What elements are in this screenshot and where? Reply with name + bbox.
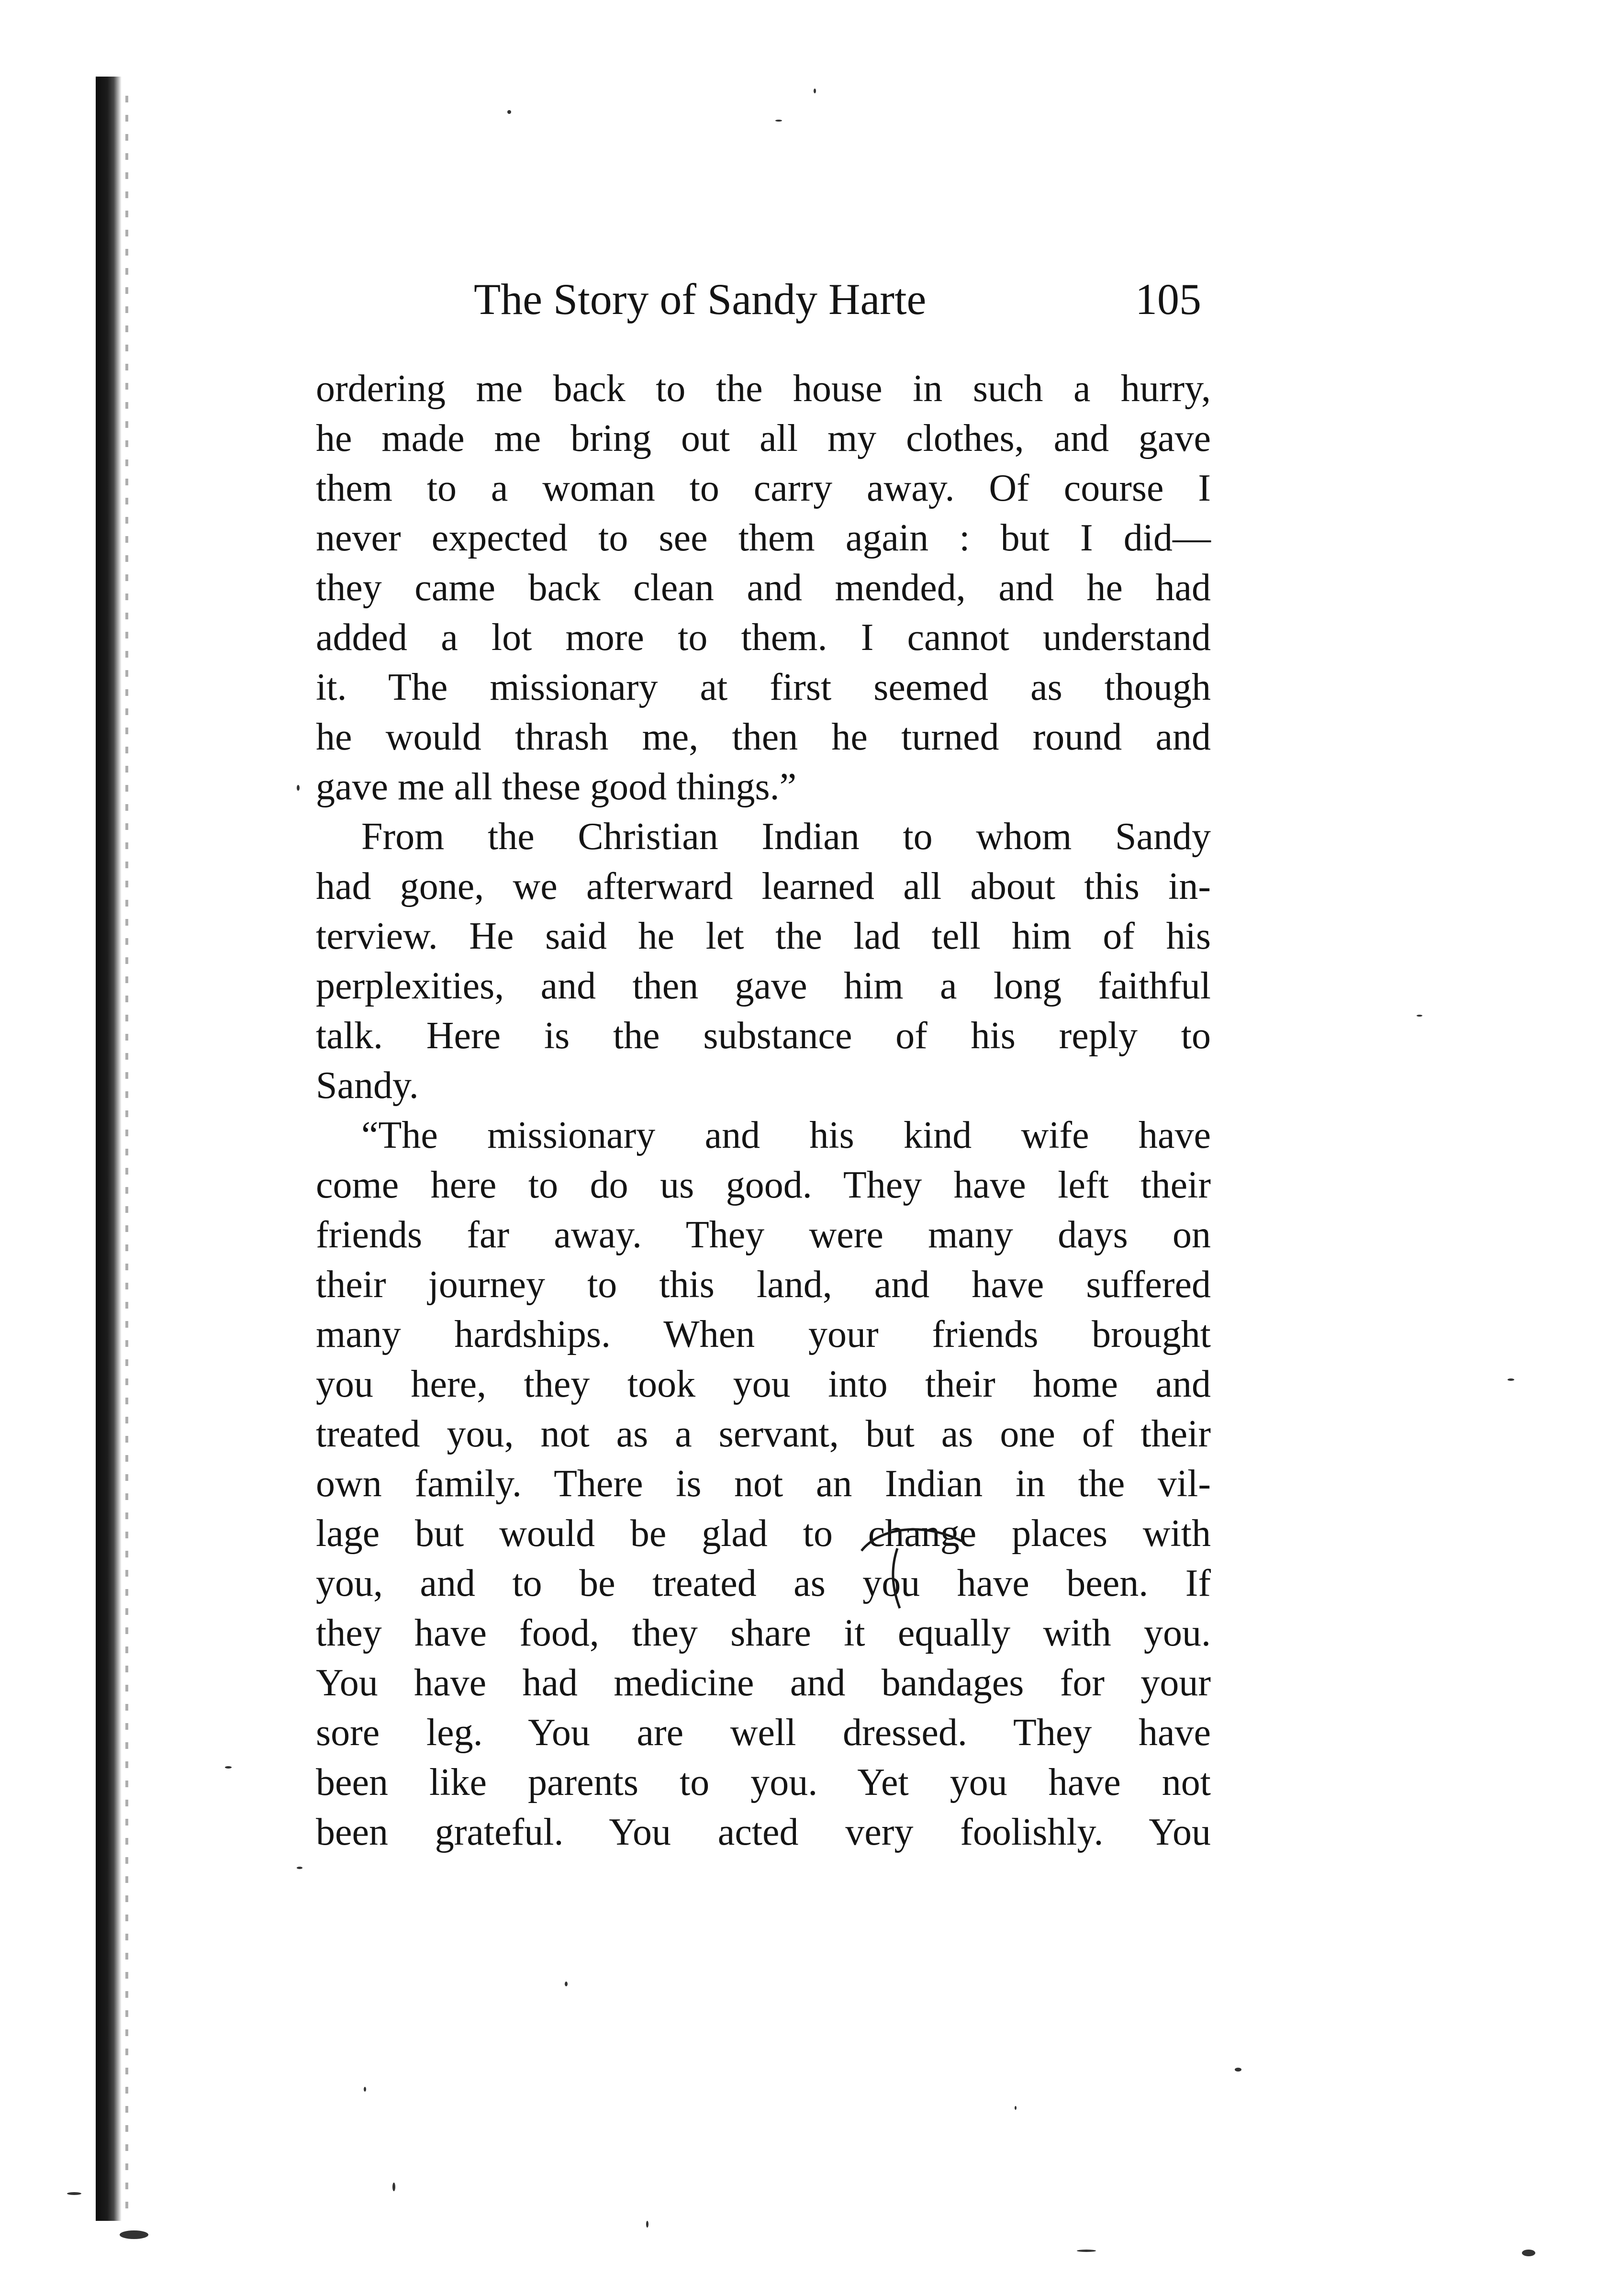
text-line: been grateful. You acted very foolishly. You — [316, 1811, 1211, 1853]
dust-speck — [1522, 2250, 1535, 2256]
text-line: been like parents to you. Yet you have not — [316, 1761, 1211, 1803]
dust-speck — [1417, 1015, 1422, 1017]
text-line: many hardships. When your friends brought — [316, 1313, 1211, 1355]
dust-speck — [364, 2087, 366, 2092]
page-header — [474, 268, 1201, 330]
dust-speck — [775, 120, 782, 122]
dust-speck — [67, 2192, 81, 2195]
text-line: never expected to see them again : but I did— — [316, 517, 1211, 559]
dust-speck — [225, 1766, 232, 1769]
dust-speck — [646, 2221, 648, 2228]
dust-speck — [1508, 1378, 1514, 1381]
dust-speck — [1235, 2068, 1241, 2072]
text-line: treated you, not as a servant, but as one of their — [316, 1413, 1211, 1455]
binding-edge-texture — [125, 96, 128, 2211]
text-line: them to a woman to carry away. Of course I — [316, 467, 1211, 509]
text-line: they have food, they share it equally with you. — [316, 1612, 1211, 1654]
text-line: it. The missionary at first seemed as though — [316, 666, 1211, 708]
dust-speck — [565, 1982, 568, 1986]
dust-speck — [1015, 2106, 1017, 2110]
text-line: “The missionary and his kind wife have — [361, 1114, 1211, 1156]
text-line: From the Christian Indian to whom Sandy — [361, 816, 1211, 858]
page-body — [316, 364, 1211, 1857]
text-line: friends far away. They were many days on — [316, 1214, 1211, 1256]
running-title: The Story of Sandy Harte — [474, 275, 927, 324]
dust-speck — [814, 89, 816, 93]
text-line: added a lot more to them. I cannot understand — [316, 616, 1211, 659]
paragraph-1 — [316, 364, 1211, 812]
dust-speck — [507, 110, 511, 114]
text-line: Sandy. — [316, 1064, 419, 1107]
text-line: talk. Here is the substance of his reply to — [316, 1015, 1211, 1057]
text-line: you, and to be treated as you have been. If — [316, 1562, 1211, 1604]
text-line: own family. There is not an Indian in the vil- — [316, 1463, 1211, 1505]
text-line: perplexities, and then gave him a long faithful — [316, 965, 1211, 1007]
text-line: gave me all these good things.” — [316, 766, 797, 808]
text-line: he made me bring out all my clothes, and gave — [316, 417, 1211, 459]
text-line: lage but would be glad to change places with — [316, 1512, 1211, 1555]
text-line: sore leg. You are well dressed. They have — [316, 1712, 1211, 1754]
text-line: you here, they took you into their home and — [316, 1363, 1211, 1405]
text-line: they came back clean and mended, and he had — [316, 567, 1211, 609]
paragraph-3 — [316, 1110, 1211, 1857]
book-binding-shadow — [96, 77, 122, 2221]
text-line: You have had medicine and bandages for your — [316, 1662, 1211, 1704]
text-line: their journey to this land, and have suffered — [316, 1264, 1211, 1306]
dust-speck — [1077, 2250, 1096, 2252]
dust-speck — [297, 1867, 302, 1869]
page-number: 105 — [1135, 275, 1201, 324]
dust-speck — [392, 2183, 395, 2191]
text-line: come here to do us good. They have left their — [316, 1164, 1211, 1206]
text-line: he would thrash me, then he turned round and — [316, 716, 1211, 758]
paragraph-2 — [316, 812, 1211, 1110]
dust-speck — [120, 2230, 148, 2239]
text-line: ordering me back to the house in such a hurry, — [316, 368, 1211, 410]
dust-speck — [297, 785, 300, 791]
text-line: had gone, we afterward learned all about this in- — [316, 865, 1211, 907]
pen-mark — [852, 1522, 976, 1613]
text-line: terview. He said he let the lad tell him of his — [316, 915, 1211, 957]
